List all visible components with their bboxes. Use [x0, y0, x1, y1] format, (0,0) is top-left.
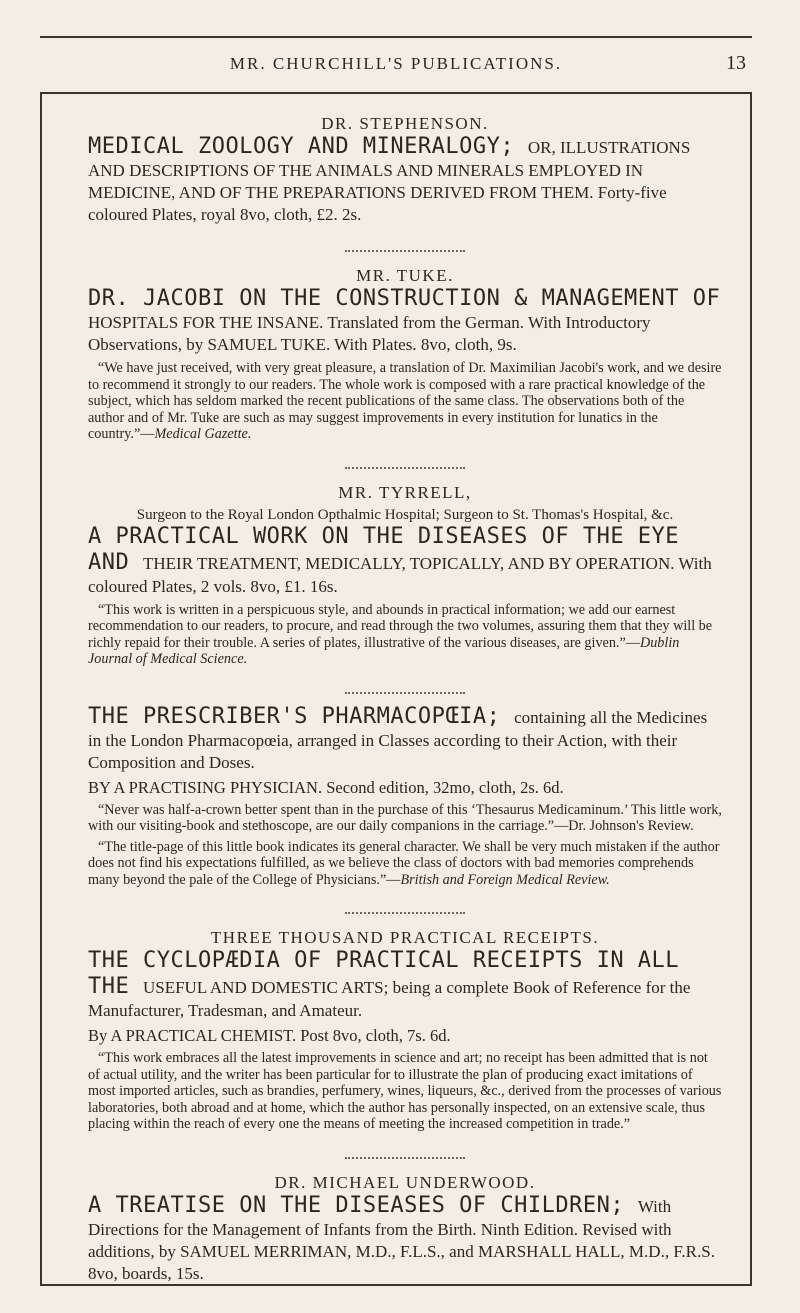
entry-body: USEFUL AND DOMESTIC ARTS; being a complete Book of Reference for the Manufacturer, Tradesman, and Amateur. — [88, 978, 691, 1020]
entry-author: DR. MICHAEL UNDERWOOD. — [274, 1172, 536, 1192]
ornamental-divider — [345, 906, 465, 914]
ornamental-divider — [345, 461, 465, 469]
ornamental-divider — [345, 1151, 465, 1159]
entry-title: THE CYCLOPÆDIA OF PRACTICAL RECEIPTS IN ALL THE — [88, 948, 680, 999]
catalogue-content — [88, 100, 722, 1285]
quote-source: British and Foreign Medical Review. — [400, 871, 610, 888]
catalogue-entry — [88, 524, 722, 598]
entry-author: MR. TUKE. — [356, 266, 454, 285]
entry-body: HOSPITALS FOR THE INSANE. Translated from the German. With Introductory Observations, by SAMUEL TUKE. With Plates. 8vo, cloth, 9s. — [88, 313, 651, 354]
page-number: 13 — [726, 52, 746, 74]
entry-body: OR, ILLUSTRATIONS AND DESCRIPTIONS OF THE ANIMALS AND MINERALS EMPLOYED IN MEDICINE, AND OF THE PREPARATIONS DERIVED FROM THEM. Forty-five coloured Plates, royal 8vo, cloth, £2. 2s. — [88, 138, 691, 224]
top-rule — [40, 36, 752, 38]
catalogue-entry — [88, 1193, 722, 1285]
entry-author: THREE THOUSAND PRACTICAL RECEIPTS. — [210, 928, 600, 947]
entry-title: A PRACTICAL WORK ON THE DISEASES OF THE EYE AND — [88, 523, 680, 575]
entry-author: MR. TYRRELL, — [338, 482, 472, 502]
quote-text: “The title-page of this little book indicates its general character. We shall be very much mistaken if the author does not find his expectations fulfilled, as we believe the class of doctors with bad memories comprehends many beyond the pale of the College of Physicians.”— — [88, 838, 720, 888]
review-quote — [88, 360, 722, 443]
quote-text: “This work is written in a perspicuous style, and abounds in practical information; we add our earnest recommendation to our readers, to procure, and read through the two volumes, assuring them that they will be richly repaid for their trouble. A series of plates, illustrative of the various diseases, are given.”— — [88, 601, 713, 651]
entry-title: DR. JACOBI ON THE CONSTRUCTION & MANAGEMENT OF — [88, 286, 721, 311]
author-credentials: Surgeon to the Royal London Opthalmic Hospital; Surgeon to St. Thomas's Hospital, &c. — [136, 506, 674, 523]
catalogue-entry — [88, 948, 722, 1022]
running-title: MR. CHURCHILL'S PUBLICATIONS. — [229, 54, 563, 73]
entry-body: containing all the Medicines in the London Pharmacopœia, arranged in Classes according to their Action, with their Composition and Doses. — [88, 707, 708, 772]
review-quote: “Never was half-a-crown better spent than in the purchase of this ‘Thesaurus Medicaminum.’ This little work, with our visiting-book and stethoscope, are our daily companions in the carriage.”—Dr. Johnson's Review. — [88, 801, 722, 834]
ornamental-divider — [345, 244, 465, 252]
entry-title: MEDICAL ZOOLOGY AND MINERALOGY; — [88, 134, 528, 159]
entry-body: THEIR TREATMENT, MEDICALLY, TOPICALLY, AND BY OPERATION. With coloured Plates, 2 vols. 8vo, £1. 16s. — [88, 553, 712, 596]
entry-body: With Directions for the Management of Infants from the Birth. Ninth Edition. Revised with additions, by SAMUEL MERRIMAN, M.D., F.L.S., and MARSHALL HALL, M.D., F.R.S. 8vo, boards, 15s. — [88, 1196, 715, 1283]
catalogue-entry — [88, 704, 722, 774]
review-quote: “This work embraces all the latest improvements in science and art; no receipt has been admitted that is not of actual utility, and the writer has been particular for to illustrate the plan of producing exact imitations of most imported articles, such as brandies, perfumery, wines, liqueurs, &c., derived from the processes of various laboratories, both abroad and at home, which the author has personally inspected, on an extensive scale, thus placing within the reach of every one the means of meeting the increased competition in trade.” — [88, 1050, 722, 1132]
entry-title: A TREATISE ON THE DISEASES OF CHILDREN; — [88, 1192, 638, 1218]
catalogue-entry — [88, 286, 722, 356]
quote-source: Dublin Journal of Medical Science. — [88, 634, 680, 667]
ornamental-divider — [345, 686, 465, 694]
entry-edition: BY A PRACTISING PHYSICIAN. Second edition, 32mo, cloth, 2s. 6d. — [88, 777, 564, 797]
review-quote — [88, 602, 722, 668]
catalogue-entry — [88, 134, 722, 226]
review-quote — [88, 839, 722, 889]
entry-edition: By A PRACTICAL CHEMIST. Post 8vo, cloth, 7s. 6d. — [88, 1026, 451, 1045]
entry-author: DR. STEPHENSON. — [321, 114, 489, 133]
entry-title: THE PRESCRIBER'S PHARMACOPŒIA; — [88, 703, 515, 729]
quote-text: “We have just received, with very great pleasure, a translation of Dr. Maximilian Jacobi's work, and we desire to recommend it strongly to our readers. The whole work is composed with a rare practical knowledge of the subject, which has seldom marked the recent publications of the same class. The observations both of the author and of Mr. Tuke are such as may suggest improvements in every institution for lunatics in the country.”— — [88, 360, 722, 442]
quote-source: Medical Gazette. — [154, 426, 252, 442]
